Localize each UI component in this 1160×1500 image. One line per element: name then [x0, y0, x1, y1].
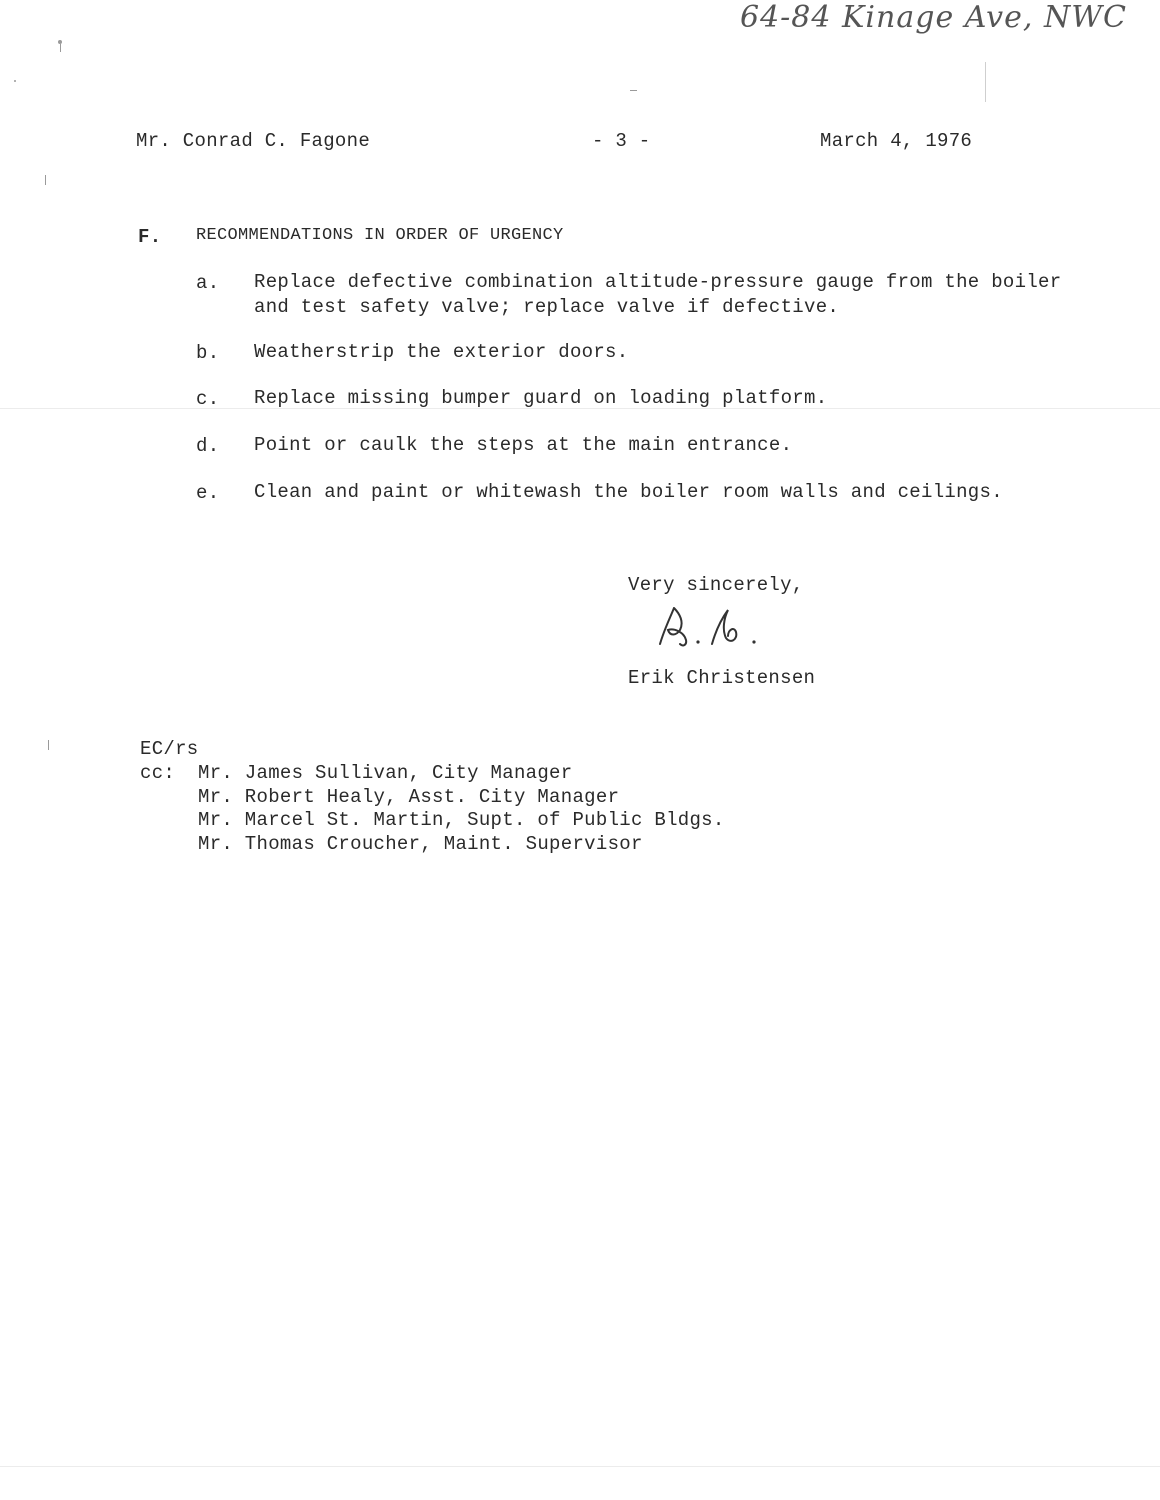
section-marker: F. — [138, 226, 162, 248]
handwritten-signature — [650, 600, 770, 652]
closing-salutation: Very sincerely, — [628, 574, 804, 596]
item-line: Replace defective combination altitude-pressure gauge from the boiler — [254, 271, 1062, 293]
signer-name: Erik Christensen — [628, 667, 816, 689]
cc-entry: Mr. James Sullivan, City Manager — [198, 762, 573, 784]
scan-speck — [630, 90, 637, 91]
item-letter: b. — [196, 342, 220, 364]
item-text — [254, 340, 628, 365]
item-letter: c. — [196, 388, 220, 410]
section-title: RECOMMENDATIONS IN ORDER OF URGENCY — [196, 226, 564, 245]
item-line: Clean and paint or whitewash the boiler room walls and ceilings. — [254, 481, 1003, 503]
cc-entry: Mr. Thomas Croucher, Maint. Supervisor — [198, 832, 643, 855]
item-line: Replace missing bumper guard on loading platform. — [254, 387, 828, 409]
scan-speck — [14, 80, 16, 82]
cc-entry: Mr. Robert Healy, Asst. City Manager — [198, 785, 620, 808]
item-letter: d. — [196, 435, 220, 457]
scan-speck — [985, 62, 986, 102]
item-text — [254, 480, 1003, 505]
letter-date: March 4, 1976 — [820, 130, 973, 152]
scan-speck — [45, 175, 46, 185]
item-letter: e. — [196, 482, 220, 504]
item-letter: a. — [196, 272, 220, 294]
item-text — [254, 386, 827, 411]
item-text — [254, 270, 1061, 320]
page-number: - 3 - — [592, 130, 651, 152]
recipient-name: Mr. Conrad C. Fagone — [136, 130, 371, 152]
cc-label: cc: — [140, 762, 176, 784]
item-text — [254, 433, 792, 458]
item-line: and test safety valve; replace valve if defective. — [254, 296, 840, 318]
scan-line — [0, 1466, 1160, 1467]
item-line: Point or caulk the steps at the main entrance. — [254, 434, 793, 456]
item-line: Weatherstrip the exterior doors. — [254, 341, 629, 363]
handwritten-address: 64-84 Kinage Ave, NWC — [740, 0, 1127, 35]
scan-speck — [60, 44, 61, 52]
cc-list — [198, 762, 725, 856]
typist-initials: EC/rs — [140, 738, 199, 760]
scan-speck — [48, 740, 49, 750]
cc-entry: Mr. Marcel St. Martin, Supt. of Public Bldgs. — [198, 809, 725, 831]
